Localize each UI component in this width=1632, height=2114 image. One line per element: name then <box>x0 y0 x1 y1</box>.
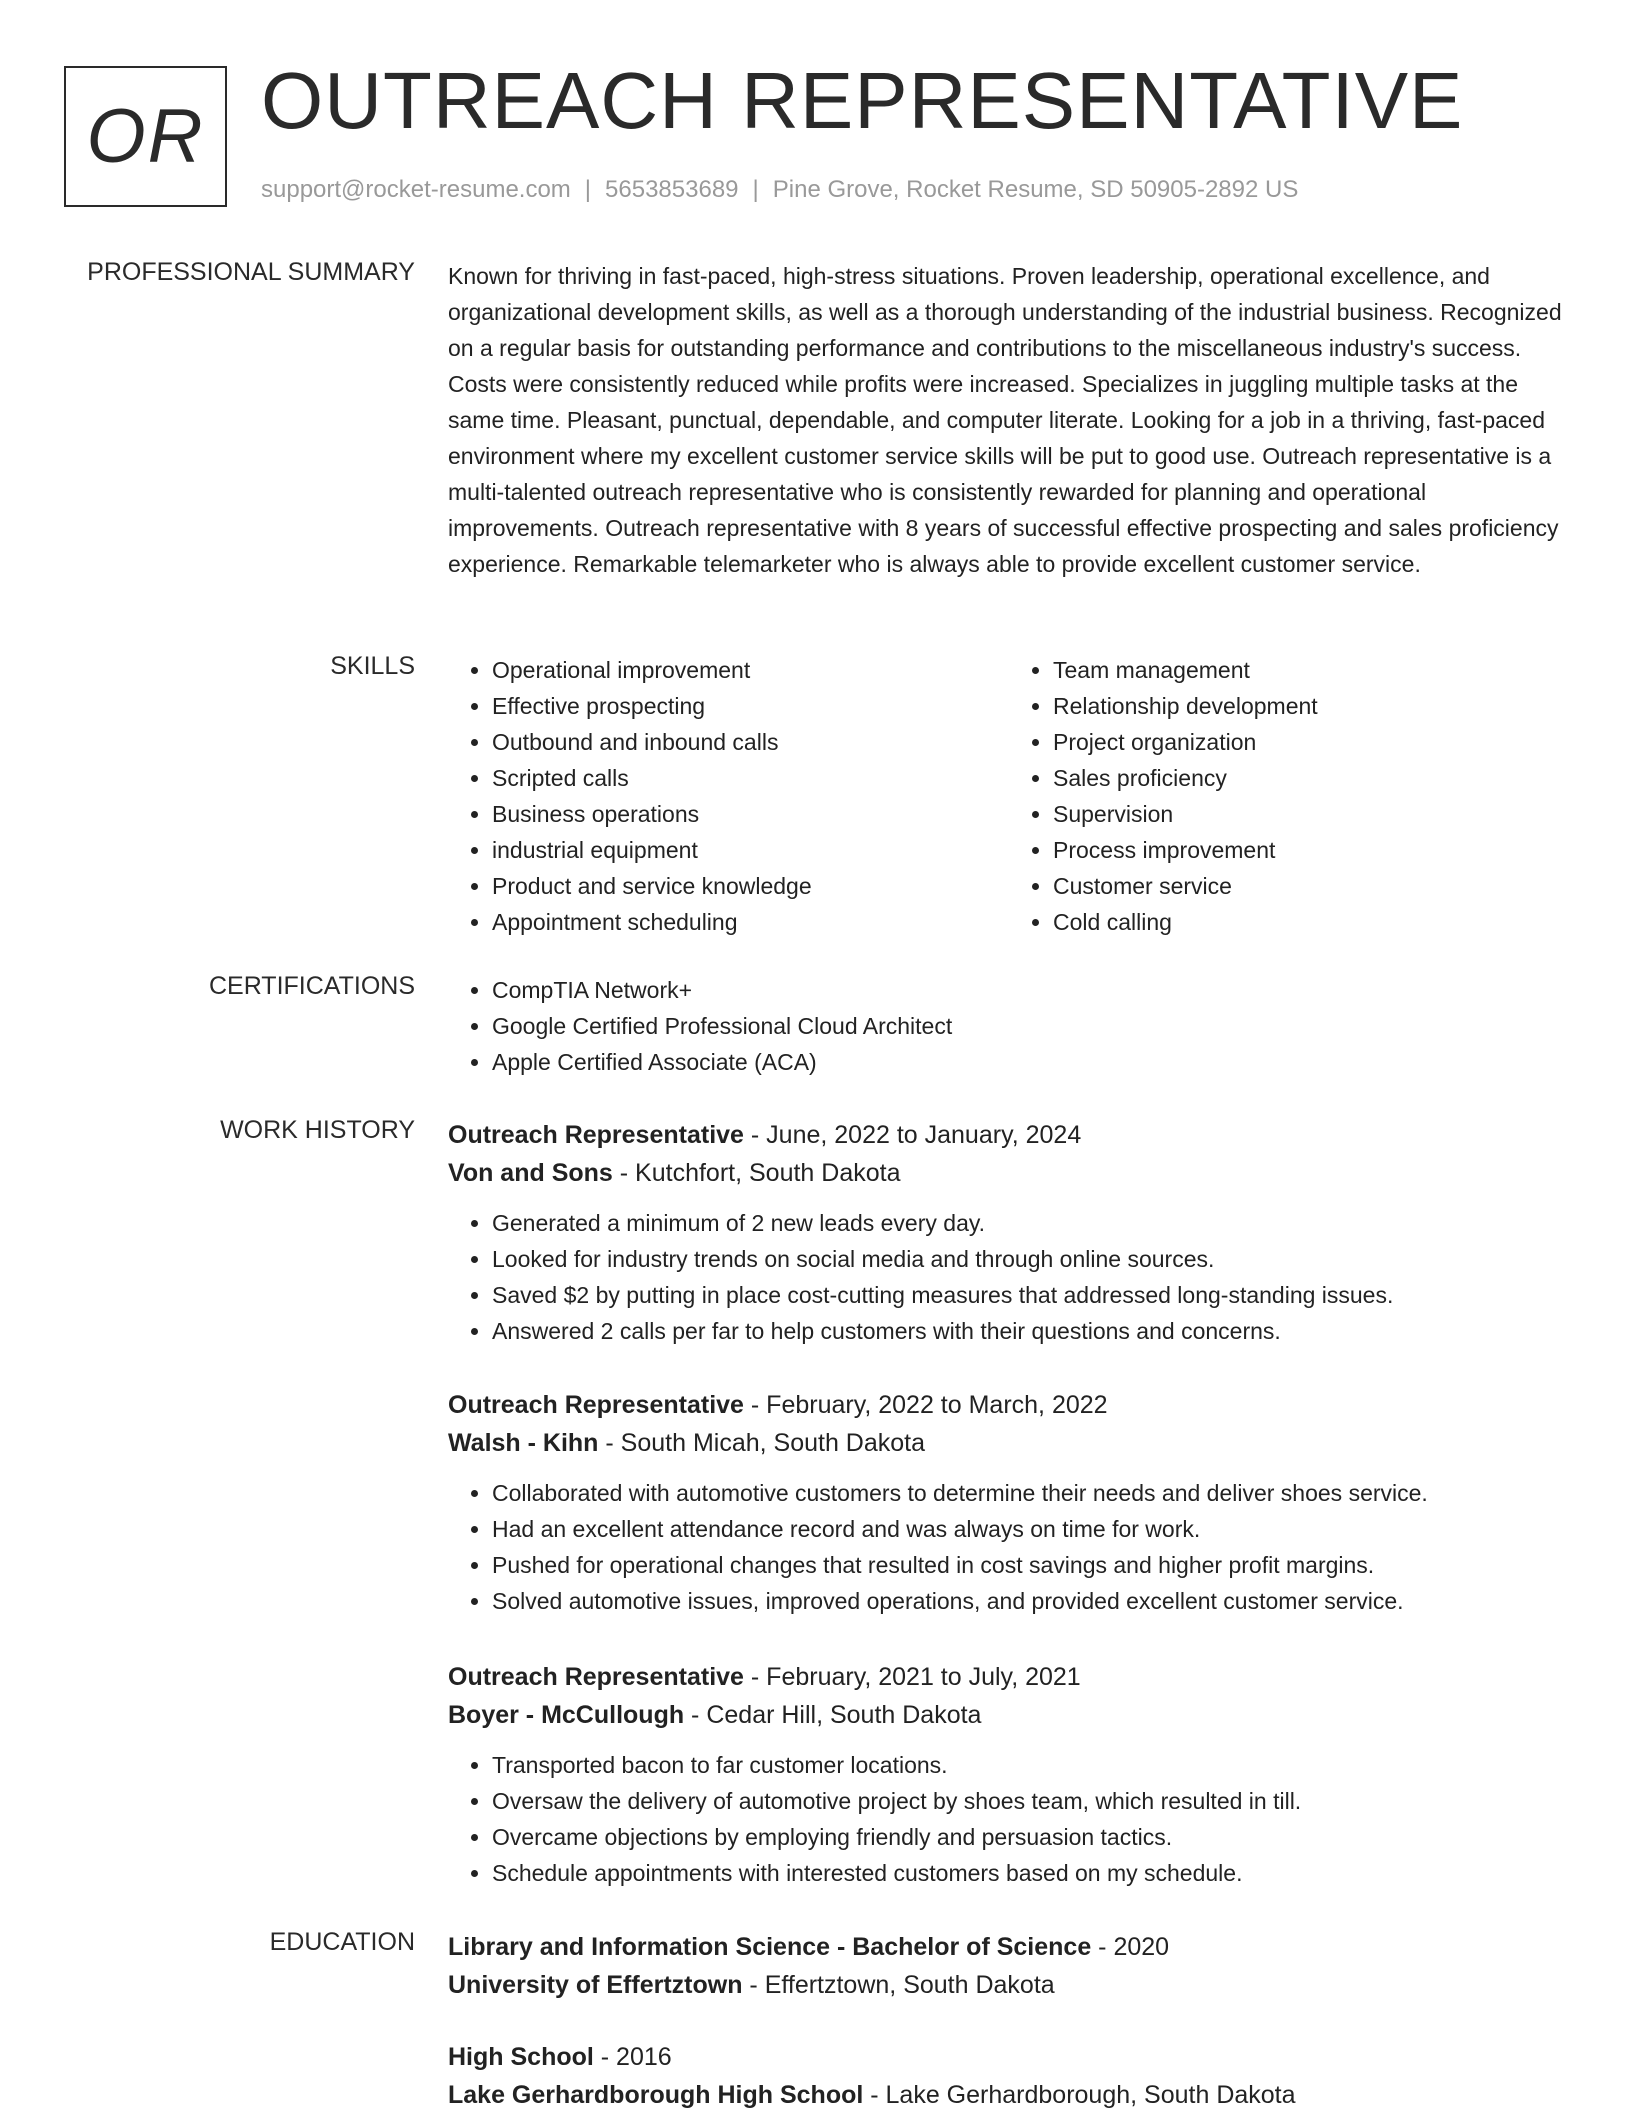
job-bullet: • Collaborated with automotive customers to determine their needs and deliver shoes service. <box>492 1475 1570 1511</box>
certifications-list <box>448 972 1570 1080</box>
job-company-line <box>448 1696 1570 1734</box>
education-degree-line <box>448 2038 1570 2076</box>
certification-item: • Apple Certified Associate (ACA) <box>492 1044 1570 1080</box>
skill-item: • Operational improvement <box>492 652 1009 688</box>
contact-address: Pine Grove, Rocket Resume, SD 50905-2892 US <box>772 176 1299 203</box>
education-location: - Lake Gerhardborough, South Dakota <box>863 2081 1296 2109</box>
education-school: Lake Gerhardborough High School <box>448 2081 864 2109</box>
education-entry <box>448 1928 1570 2004</box>
skill-item: • Customer service <box>1053 868 1570 904</box>
contact-separator: | <box>584 176 592 203</box>
section-label-work-history: WORK HISTORY <box>220 1116 415 1144</box>
job-bullet: • Overcame objections by employing friendly and persuasion tactics. <box>492 1819 1570 1855</box>
job-company: Von and Sons <box>448 1159 613 1187</box>
skill-item: • industrial equipment <box>492 832 1009 868</box>
skills-section <box>448 652 1570 940</box>
education-degree: High School <box>448 2043 594 2071</box>
skill-item: • Scripted calls <box>492 760 1009 796</box>
skill-item: • Business operations <box>492 796 1009 832</box>
skill-item: • Supervision <box>1053 796 1570 832</box>
job-bullet: • Answered 2 calls per far to help customers with their questions and concerns. <box>492 1313 1570 1349</box>
skill-item: • Project organization <box>1053 724 1570 760</box>
skill-item: • Relationship development <box>1053 688 1570 724</box>
job-bullets <box>448 1747 1570 1891</box>
skill-item: • Process improvement <box>1053 832 1570 868</box>
job-bullet: • Solved automotive issues, improved operations, and provided excellent customer service. <box>492 1583 1570 1619</box>
skill-item: • Team management <box>1053 652 1570 688</box>
job-location: - Cedar Hill, South Dakota <box>684 1701 982 1729</box>
job-bullet: • Schedule appointments with interested customers based on my schedule. <box>492 1855 1570 1891</box>
job-bullet: • Saved $2 by putting in place cost-cutting measures that addressed long-standing issues. <box>492 1277 1570 1313</box>
job-entry <box>448 1386 1570 1619</box>
skill-item: • Product and service knowledge <box>492 868 1009 904</box>
education-entry <box>448 2038 1570 2114</box>
contact-phone: 5653853689 <box>605 176 739 203</box>
resume-title: OUTREACH REPRESENTATIVE <box>261 56 1464 145</box>
job-entry <box>448 1116 1570 1349</box>
section-label-skills: SKILLS <box>330 652 415 680</box>
skills-list-right <box>1009 652 1570 940</box>
job-company: Boyer - McCullough <box>448 1701 685 1729</box>
education-location: - Effertztown, South Dakota <box>742 1971 1055 1999</box>
job-company-line <box>448 1424 1570 1462</box>
skill-item: • Cold calling <box>1053 904 1570 940</box>
job-bullet: • Had an excellent attendance record and was always on time for work. <box>492 1511 1570 1547</box>
job-entry <box>448 1658 1570 1891</box>
job-title: Outreach Representative <box>448 1121 744 1149</box>
certification-item: • CompTIA Network+ <box>492 972 1570 1008</box>
skill-item: • Outbound and inbound calls <box>492 724 1009 760</box>
education-school-line <box>448 2076 1570 2114</box>
contact-line <box>261 176 1298 204</box>
job-dates: - February, 2022 to March, 2022 <box>743 1391 1108 1419</box>
job-company: Walsh - Kihn <box>448 1429 599 1457</box>
job-bullets <box>448 1475 1570 1619</box>
job-title: Outreach Representative <box>448 1663 744 1691</box>
skill-item: • Effective prospecting <box>492 688 1009 724</box>
job-company-line <box>448 1154 1570 1192</box>
education-degree-line <box>448 1928 1570 1966</box>
summary-section <box>448 258 1570 582</box>
job-title-line <box>448 1386 1570 1424</box>
education-school-line <box>448 1966 1570 2004</box>
job-location: - South Micah, South Dakota <box>598 1429 926 1457</box>
job-dates: - June, 2022 to January, 2024 <box>743 1121 1082 1149</box>
job-bullet: • Generated a minimum of 2 new leads every day. <box>492 1205 1570 1241</box>
certification-item: • Google Certified Professional Cloud Architect <box>492 1008 1570 1044</box>
section-label-education: EDUCATION <box>269 1928 415 1956</box>
section-label-summary: PROFESSIONAL SUMMARY <box>87 258 415 286</box>
job-title: Outreach Representative <box>448 1391 744 1419</box>
job-dates: - February, 2021 to July, 2021 <box>743 1663 1081 1691</box>
job-bullets <box>448 1205 1570 1349</box>
skill-item: • Appointment scheduling <box>492 904 1009 940</box>
job-title-line <box>448 1116 1570 1154</box>
skills-list-left <box>448 652 1009 940</box>
section-label-certifications: CERTIFICATIONS <box>208 972 415 1000</box>
education-year: - 2016 <box>593 2043 672 2071</box>
job-bullet: • Transported bacon to far customer locations. <box>492 1747 1570 1783</box>
job-bullet: • Oversaw the delivery of automotive project by shoes team, which resulted in till. <box>492 1783 1570 1819</box>
summary-text: Known for thriving in fast-paced, high-stress situations. Proven leadership, operational excellence, and organizational development skills, as well as a thorough understanding of the industrial business. Recognized on a regular basis for outstanding performance and contributions to the miscellaneous industry's success. Costs were consistently reduced while profits were increased. Specializes in juggling multiple tasks at the same time. Pleasant, punctual, dependable, and computer literate. Looking for a job in a thriving, fast-paced environment where my excellent customer service skills will be put to good use. Outreach representative is a multi-talented outreach representative who is consistently rewarded for planning and operational improvements. Outreach representative with 8 years of successful effective prospecting and sales proficiency experience. Remarkable telemarketer who is always able to provide excellent customer service. <box>448 263 1562 577</box>
job-bullet: • Pushed for operational changes that resulted in cost savings and higher profit margins. <box>492 1547 1570 1583</box>
skill-item: • Sales proficiency <box>1053 760 1570 796</box>
monogram-box: OR <box>64 66 227 207</box>
certifications-section <box>448 972 1570 1080</box>
job-bullet: • Looked for industry trends on social media and through online sources. <box>492 1241 1570 1277</box>
contact-separator: | <box>752 176 759 203</box>
education-school: University of Effertztown <box>448 1971 743 1999</box>
education-year: - 2020 <box>1091 1933 1170 1961</box>
job-title-line <box>448 1658 1570 1696</box>
job-location: - Kutchfort, South Dakota <box>612 1159 901 1187</box>
education-degree: Library and Information Science - Bachelor of Science <box>448 1933 1092 1961</box>
contact-email: support@rocket-resume.com <box>261 176 571 203</box>
